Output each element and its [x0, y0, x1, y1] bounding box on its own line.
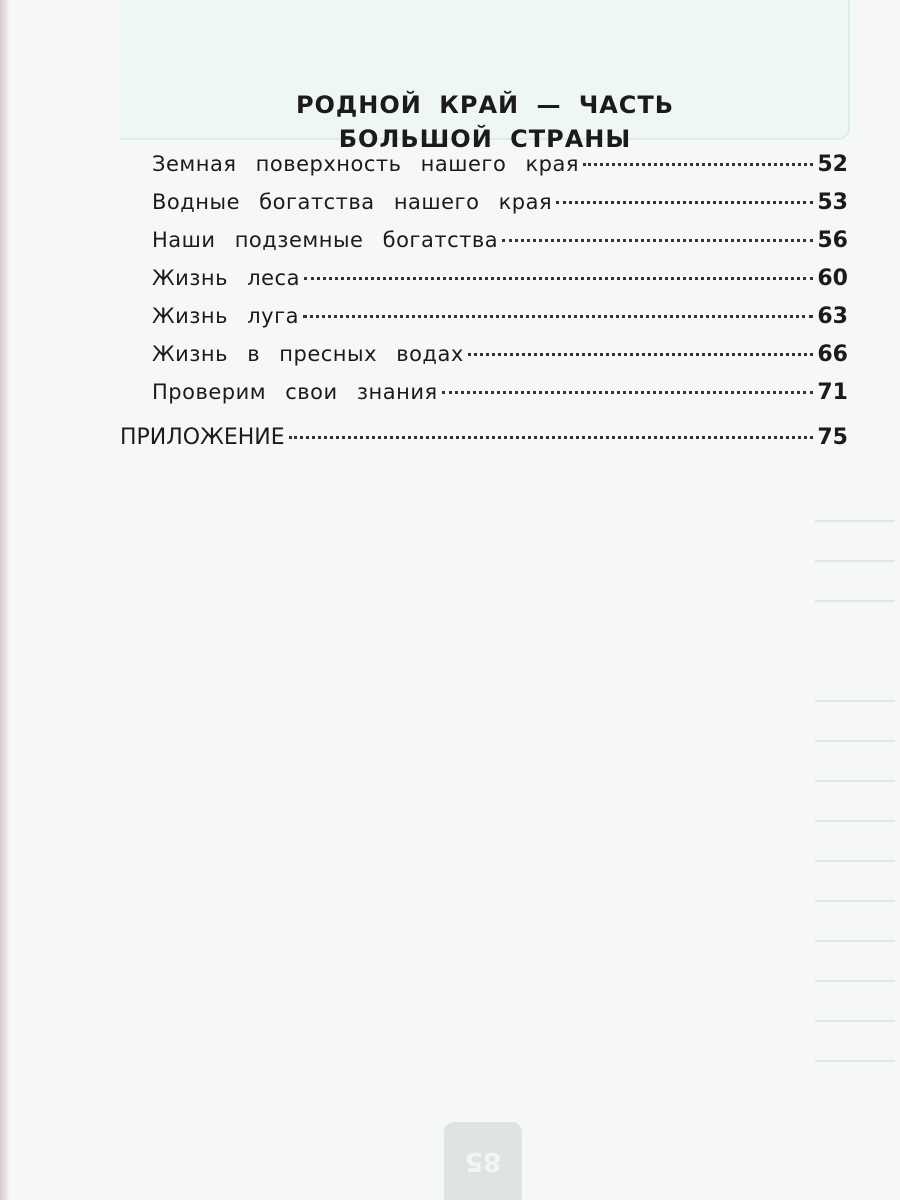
toc-entry-page: 63 [817, 304, 848, 329]
toc-entry-appendix[interactable] [120, 425, 848, 463]
toc-entry-page: 53 [817, 190, 848, 215]
toc-entry[interactable] [152, 190, 848, 228]
appendix-page: 75 [817, 425, 848, 450]
dot-leader [442, 391, 814, 394]
toc-entry-page: 56 [817, 228, 848, 253]
toc-entry-label: Водные богатства нашего края [152, 190, 553, 214]
toc-entry-page: 60 [817, 266, 848, 291]
dot-leader [502, 239, 813, 242]
toc-entry-label: Жизнь в пресных водах [152, 342, 464, 366]
appendix-label: ПРИЛОЖЕНИЕ [120, 425, 285, 450]
appendix-section [120, 425, 848, 463]
page-number: 85 [464, 1146, 502, 1176]
toc-entry[interactable] [152, 228, 848, 266]
toc-entry[interactable] [152, 342, 848, 380]
toc-entry-label: Проверим свои знания [152, 380, 438, 404]
section-title [120, 88, 850, 156]
page-edge [0, 0, 10, 1200]
table-of-contents [152, 152, 848, 418]
toc-entry[interactable] [152, 152, 848, 190]
toc-entry-label: Жизнь луга [152, 304, 299, 328]
toc-entry-label: Жизнь леса [152, 266, 300, 290]
dot-leader [583, 163, 813, 166]
toc-entry-page: 66 [817, 342, 848, 367]
toc-entry-label: Земная поверхность нашего края [152, 152, 579, 176]
toc-entry-page: 52 [817, 152, 848, 177]
toc-entry[interactable] [152, 266, 848, 304]
dot-leader [303, 315, 813, 318]
page-number-tab [444, 1122, 522, 1200]
section-title-line2: БОЛЬШОЙ СТРАНЫ [338, 125, 632, 153]
toc-entry[interactable] [152, 380, 848, 418]
dot-leader [556, 201, 813, 204]
toc-entry[interactable] [152, 304, 848, 342]
section-title-line1: РОДНОЙ КРАЙ — ЧАСТЬ [295, 91, 675, 119]
dot-leader [289, 436, 814, 439]
toc-entry-page: 71 [817, 380, 848, 405]
toc-entry-label: Наши подземные богатства [152, 228, 499, 252]
dot-leader [468, 353, 814, 356]
dot-leader [304, 277, 813, 280]
